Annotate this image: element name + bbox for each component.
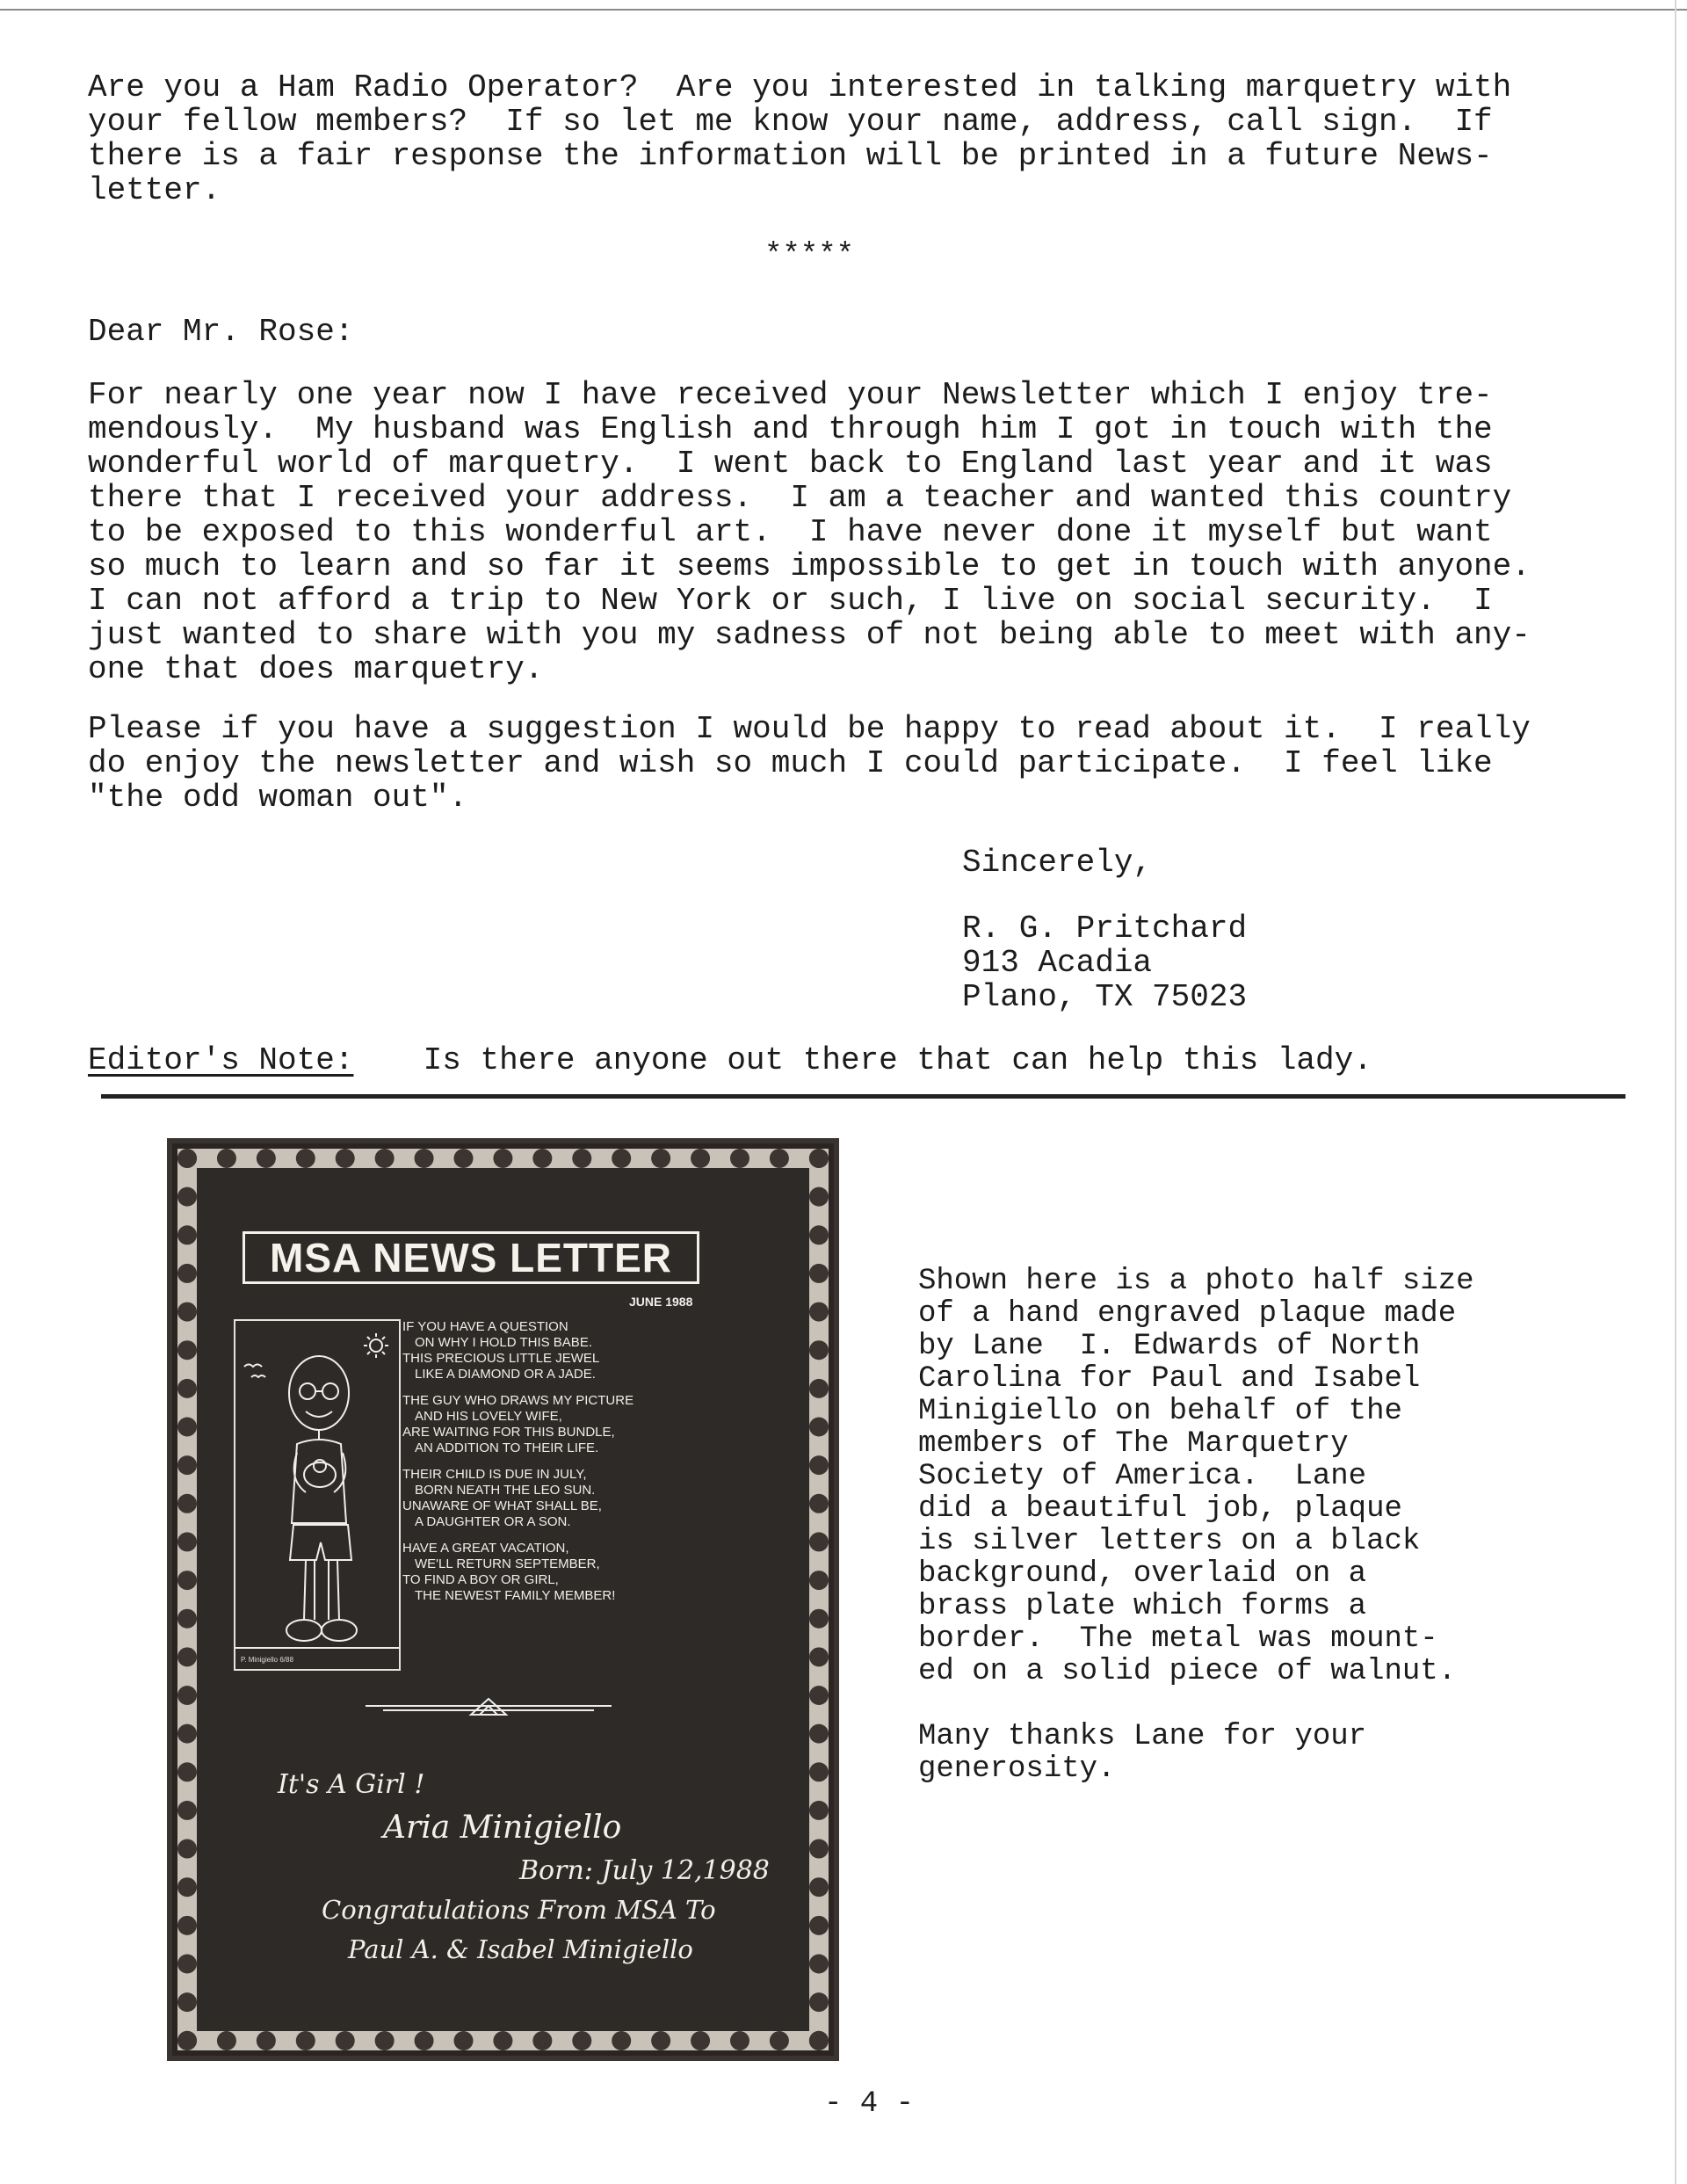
poem-line: HAVE A GREAT VACATION, [402,1541,569,1556]
ornament-divider-icon [366,1695,612,1722]
poem-line: AN ADDITION TO THEIR LIFE. [415,1440,599,1455]
section-divider [101,1094,1625,1099]
poem-line: AND HIS LOVELY WIFE, [415,1409,562,1424]
poem-line: WE'LL RETURN SEPTEMBER, [415,1556,600,1571]
text-line: border. The metal was mount- [918,1622,1438,1656]
poem-line: A DAUGHTER OR A SON. [415,1514,571,1529]
text-line: your fellow members? If so let me know your name, address, call sign. If [88,104,1493,140]
poem-line: TO FIND A BOY OR GIRL, [402,1572,559,1587]
plaque-title: MSA NEWS LETTER [243,1231,699,1284]
plaque-poem [402,1319,692,1614]
text-line: mendously. My husband was English and through him I got in touch with the [88,411,1493,447]
text-line: I can not afford a trip to New York or such, I live on social security. I [88,583,1493,619]
bird-icon [244,1365,265,1378]
ham-radio-paragraph [88,70,1599,207]
text-line: generosity. [918,1752,1116,1786]
caption-paragraph-1 [918,1266,1604,1688]
poem-line: UNAWARE OF WHAT SHALL BE, [402,1498,602,1513]
artist-credit: P. Minigiello 6/88 [241,1656,293,1664]
text-line: to be exposed to this wonderful art. I have never done it myself but want [88,514,1493,550]
congratulations: Congratulations From MSA To [322,1895,716,1925]
poem-line: THIS PRECIOUS LITTLE JEWEL [402,1351,600,1366]
ham-radio-section [88,70,1599,207]
text-line: brass plate which forms a [918,1590,1367,1623]
letter-paragraph-1 [88,378,1599,686]
poem-line: THE NEWEST FAMILY MEMBER! [415,1588,616,1603]
text-line: is silver letters on a black [918,1525,1421,1558]
address-line-1: 913 Acadia [962,945,1153,981]
text-line: background, overlaid on a [918,1557,1367,1591]
text-line: letter. [88,172,221,208]
top-rule [0,9,1687,11]
letter-salutation-block [88,315,1599,349]
sun-icon [364,1333,388,1358]
poem-line: BORN NEATH THE LEO SUN. [415,1483,596,1498]
text-line: Shown here is a photo half size [918,1265,1474,1298]
text-line: wonderful world of marquetry. I went back to England last year and it was [88,446,1493,482]
text-line: Many thanks Lane for your [918,1720,1367,1753]
text-line: by Lane I. Edwards of North [918,1330,1421,1363]
text-line: of a hand engraved plaque made [918,1297,1457,1331]
caricature-illustration [235,1321,399,1669]
poem-line: THEIR CHILD IS DUE IN JULY, [402,1467,587,1482]
birth-date: Born: July 12,1988 [519,1855,770,1886]
signature-name: R. G. Pritchard [962,911,1248,947]
parents-names: Paul A. & Isabel Minigiello [348,1934,693,1964]
letter-body-2 [88,712,1599,815]
baby-name: Aria Minigiello [383,1810,622,1846]
text-line: Minigiello on behalf of the [918,1395,1402,1428]
poem-line: ARE WAITING FOR THIS BUNDLE, [402,1425,615,1440]
text-line: there that I received your address. I am a teacher and wanted this country [88,480,1512,516]
editor-note-label: Editor's Note: [88,1042,354,1078]
poem-stanza [402,1319,692,1382]
poem-line: THE GUY WHO DRAWS MY PICTURE [402,1393,634,1408]
poem-stanza [402,1393,692,1456]
plaque-photo [167,1138,839,2061]
section-separator: ***** [764,239,855,272]
page-edge [1675,0,1676,2184]
text-line: did a beautiful job, plaque [918,1492,1402,1526]
text-line: Please if you have a suggestion I would be happy to read about it. I really [88,711,1531,747]
text-line: members of The Marquetry [918,1427,1349,1461]
poem-line: LIKE A DIAMOND OR A JADE. [415,1367,596,1382]
poem-stanza [402,1467,692,1530]
plaque-date: JUNE 1988 [629,1295,693,1309]
letter-paragraph-2 [88,712,1599,815]
text-line: Are you a Ham Radio Operator? Are you interested in talking marquetry with [88,69,1512,105]
text-line: do enjoy the newsletter and wish so much I could participate. I feel like [88,745,1493,781]
announcement: It's A Girl ! [278,1769,425,1800]
photo-caption [918,1266,1604,1786]
letter-closing: Sincerely, [962,845,1153,881]
letter-body [88,378,1599,686]
caption-paragraph-2 [918,1721,1604,1786]
letter-salutation: Dear Mr. Rose: [88,314,354,350]
poem-stanza [402,1541,692,1604]
text-line: so much to learn and so far it seems impossible to get in touch with anyone. [88,548,1531,584]
text-line: one that does marquetry. [88,651,544,687]
text-line: ed on a solid piece of walnut. [918,1655,1457,1688]
text-line: just wanted to share with you my sadness of not being able to meet with any- [88,617,1531,653]
text-line: For nearly one year now I have received your Newsletter which I enjoy tre- [88,377,1493,413]
address-line-2: Plano, TX 75023 [962,979,1248,1015]
editor-note-text: Is there anyone out there that can help this lady. [423,1042,1372,1078]
text-line: there is a fair response the information will be printed in a future News- [88,138,1493,174]
text-line: Carolina for Paul and Isabel [918,1362,1421,1396]
poem-line: IF YOU HAVE A QUESTION [402,1319,568,1334]
caricature-frame [234,1319,401,1671]
poem-line: ON WHY I HOLD THIS BABE. [415,1335,592,1350]
text-line: "the odd woman out". [88,780,468,816]
page-number: - 4 - [824,2087,915,2121]
text-line: Society of America. Lane [918,1460,1367,1493]
editor-note [88,1043,1372,1077]
